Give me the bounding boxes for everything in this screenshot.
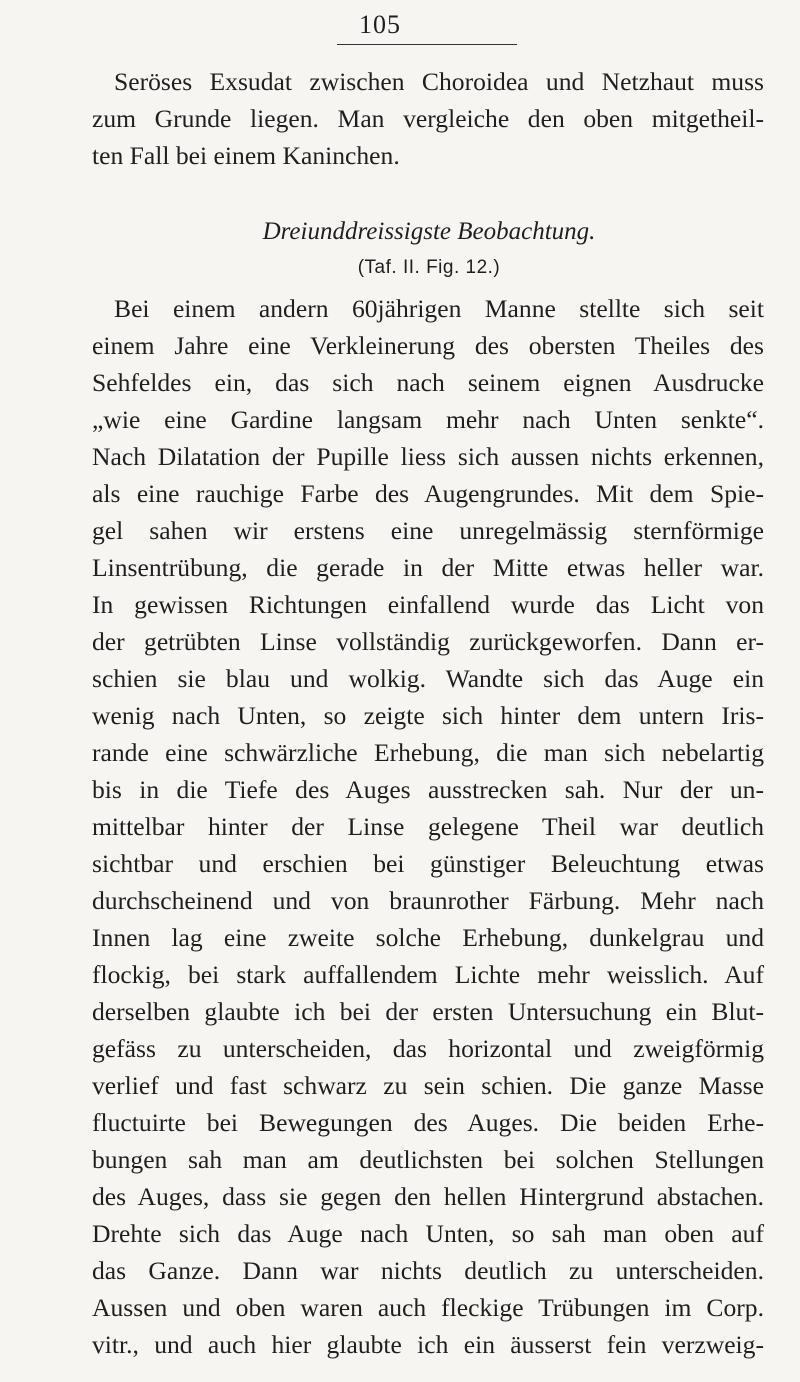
text-line: rande eine schwärzliche Erhebung, die man sich nebelartig xyxy=(92,738,764,767)
text-line: bis in die Tiefe des Auges ausstrecken sah. Nur der un- xyxy=(92,775,764,804)
text-line: Aussen und oben waren auch fleckige Trübungen im Corp. xyxy=(92,1293,764,1322)
text-line: In gewissen Richtungen einfallend wurde das Licht von xyxy=(92,590,764,619)
text-line: wenig nach Unten, so zeigte sich hinter dem untern Iris- xyxy=(92,701,764,730)
text-line: durchscheinend und von braunrother Färbung. Mehr nach xyxy=(92,886,764,915)
text-line: gel sahen wir erstens eine unregelmässig sternförmige xyxy=(92,516,764,545)
text-line: das Ganze. Dann war nichts deutlich zu unterscheiden. xyxy=(92,1256,764,1285)
text-line: der getrübten Linse vollständig zurückgeworfen. Dann er- xyxy=(92,627,764,656)
section-heading: Dreiunddreissigste Beobachtung. xyxy=(262,218,596,245)
text-line: schien sie blau und wolkig. Wandte sich das Auge ein xyxy=(92,664,764,693)
text-line: Nach Dilatation der Pupille liess sich aussen nichts erkennen, xyxy=(92,442,764,471)
text-line: vitr., und auch hier glaubte ich ein äusserst fein verzweig- xyxy=(92,1330,764,1359)
text-line: einem Jahre eine Verkleinerung des obersten Theiles des xyxy=(92,331,764,360)
text-line: als eine rauchige Farbe des Augengrundes. Mit dem Spie- xyxy=(92,479,764,508)
text-line: gefäss zu unterscheiden, das horizontal und zweigförmig xyxy=(92,1034,764,1063)
text-line: mittelbar hinter der Linse gelegene Theil war deutlich xyxy=(92,812,764,841)
text-line: „wie eine Gardine langsam mehr nach Unten senkte“. xyxy=(92,405,764,434)
figure-reference: (Taf. II. Fig. 12.) xyxy=(357,257,501,278)
text-line: flockig, bei stark auffallendem Lichte mehr weisslich. Auf xyxy=(92,960,764,989)
page-number: 105 xyxy=(359,10,401,39)
text-line: Drehte sich das Auge nach Unten, so sah man oben auf xyxy=(92,1219,764,1248)
text-line: zum Grunde liegen. Man vergleiche den oben mitgetheil- xyxy=(92,104,764,133)
text-line: derselben glaubte ich bei der ersten Untersuchung ein Blut- xyxy=(92,997,764,1026)
text-line: des Auges, dass sie gegen den hellen Hintergrund abstachen. xyxy=(92,1182,764,1211)
text-line: Bei einem andern 60jährigen Manne stellte sich seit xyxy=(114,294,764,323)
paragraph-intro xyxy=(92,63,764,174)
text-line: sichtbar und erschien bei günstiger Beleuchtung etwas xyxy=(92,849,764,878)
text-line: bungen sah man am deutlichsten bei solchen Stellungen xyxy=(92,1145,764,1174)
text-line: Linsentrübung, die gerade in der Mitte etwas heller war. xyxy=(92,553,764,582)
paragraph-observation xyxy=(92,290,764,1363)
text-line: Sehfeldes ein, das sich nach seinem eignen Ausdrucke xyxy=(92,368,764,397)
text-line: Innen lag eine zweite solche Erhebung, dunkelgrau und xyxy=(92,923,764,952)
header-rule xyxy=(337,44,517,45)
text-line: Seröses Exsudat zwischen Choroidea und Netzhaut muss xyxy=(114,67,764,96)
text-line: fluctuirte bei Bewegungen des Auges. Die beiden Erhe- xyxy=(92,1108,764,1137)
text-line: verlief und fast schwarz zu sein schien. Die ganze Masse xyxy=(92,1071,764,1100)
text-line: ten Fall bei einem Kaninchen. xyxy=(92,141,400,170)
